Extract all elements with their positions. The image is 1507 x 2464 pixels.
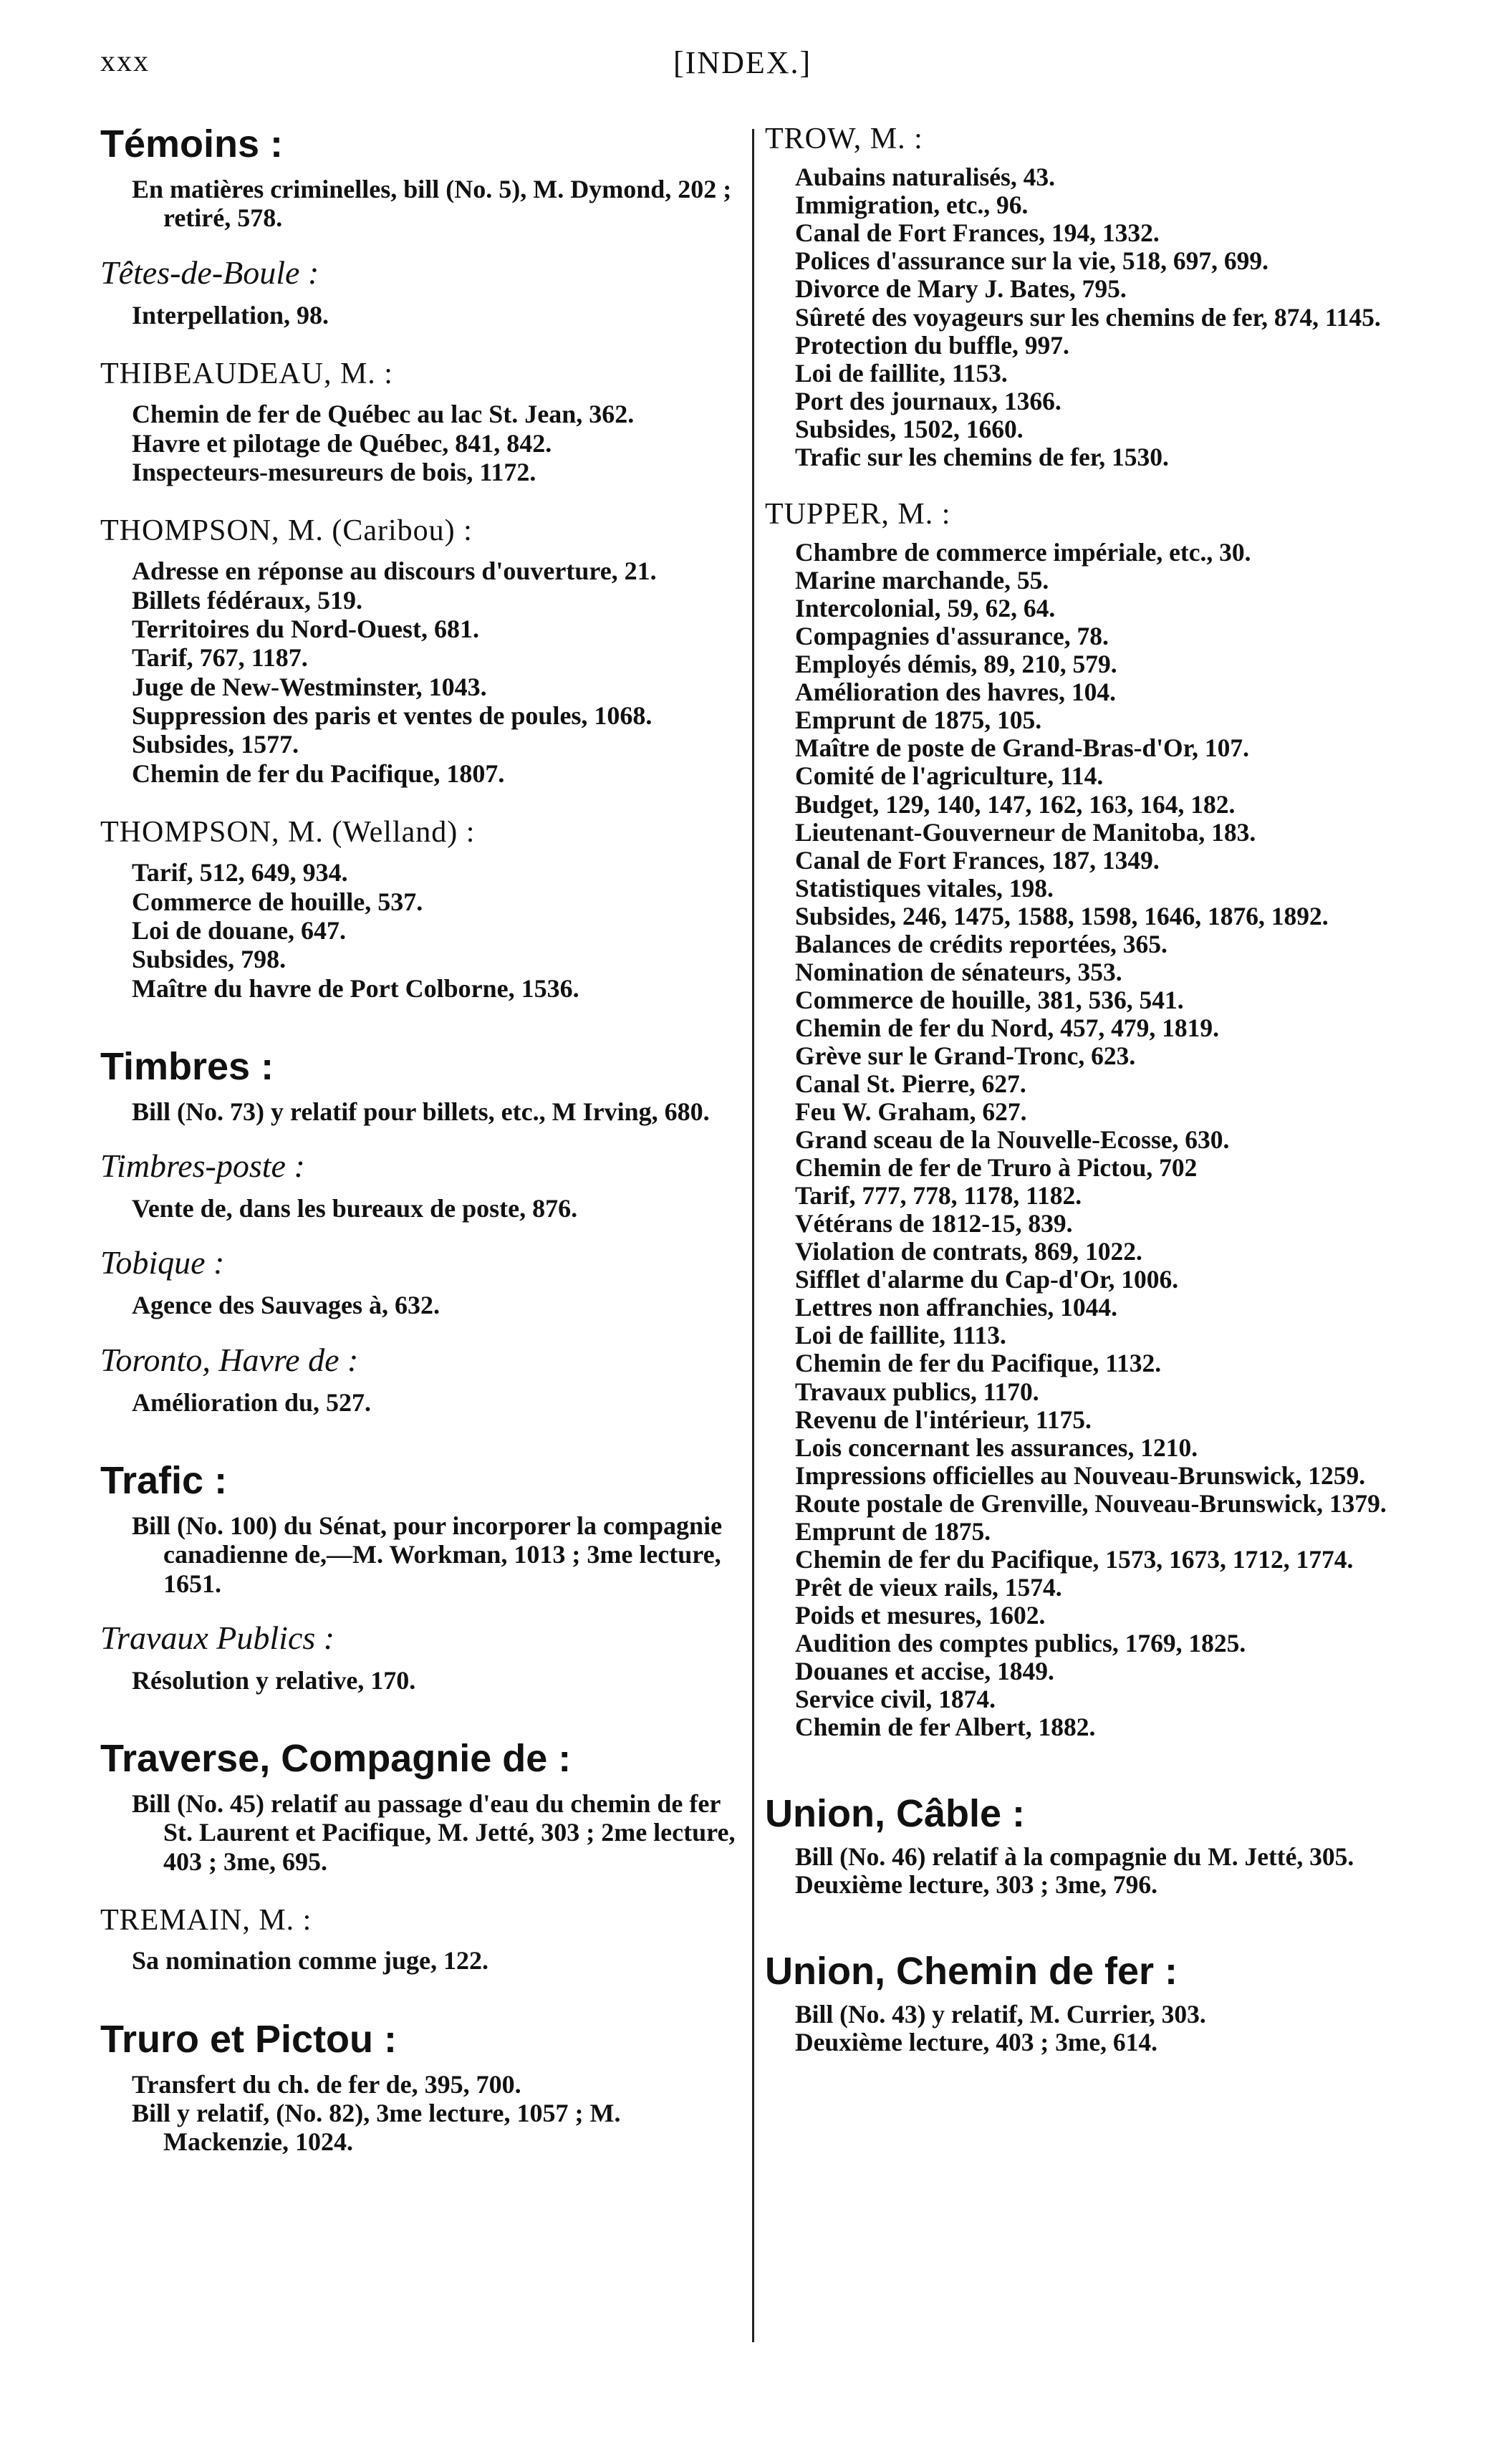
index-entry: Vétérans de 1812-15, 839. <box>795 1209 1073 1238</box>
index-entry: Revenu de l'intérieur, 1175. <box>795 1405 1092 1434</box>
index-entry: Inspecteurs-mesureurs de bois, 1172. <box>132 457 536 486</box>
index-heading: Timbres : <box>100 1044 274 1088</box>
index-entry: Divorce de Mary J. Bates, 795. <box>795 274 1127 304</box>
page-title: [INDEX.] <box>673 45 812 80</box>
index-section <box>100 1620 745 1695</box>
index-entry: Budget, 129, 140, 147, 162, 163, 164, 182. <box>795 789 1236 819</box>
index-entry-list <box>765 1843 1410 1899</box>
index-entry: Amélioration du, 527. <box>132 1387 372 1417</box>
index-entry: Territoires du Nord-Ouest, 681. <box>132 615 479 644</box>
index-heading: Témoins : <box>100 122 284 165</box>
index-entry: Bill (No. 45) relatif au passage d'eau du chemin de fer St. Laurent et Pacifique, M. Jetté, 303 ; 2me lecture, 403 ; 3me, 695. <box>132 1789 736 1876</box>
index-entry: Prêt de vieux rails, 1574. <box>795 1572 1062 1602</box>
index-entry: Statistiques vitales, 198. <box>795 873 1054 903</box>
index-section <box>100 1342 745 1417</box>
index-entry: En matières criminelles, bill (No. 5), M. Dymond, 202 ; retiré, 578. <box>132 175 732 233</box>
index-entry: Sa nomination comme juge, 122. <box>132 1946 488 1975</box>
index-entry-list <box>100 1789 745 1876</box>
index-entry: Immigration, etc., 96. <box>795 191 1029 220</box>
index-entry: Chemin de fer de Truro à Pictou, 702 <box>795 1153 1198 1183</box>
index-entry: Chambre de commerce impériale, etc., 30. <box>795 538 1251 567</box>
index-entry: Grand sceau de la Nouvelle-Ecosse, 630. <box>795 1125 1230 1155</box>
index-heading: Toronto, Havre de : <box>100 1341 359 1378</box>
index-entry: Emprunt de 1875, 105. <box>795 706 1042 735</box>
index-section <box>765 1949 1410 2056</box>
index-heading: Têtes-de-Boule : <box>100 254 319 291</box>
index-entry: Subsides, 246, 1475, 1588, 1598, 1646, 1876, 1892. <box>795 901 1329 930</box>
index-entry: Lieutenant-Gouverneur de Manitoba, 183. <box>795 817 1256 847</box>
index-entry: Bill (No. 43) y relatif, M. Currier, 303. <box>795 2000 1206 2029</box>
index-section <box>100 357 745 486</box>
index-entry: Bill (No. 100) du Sénat, pour incorporer la compagnie canadienne de,—M. Workman, 1013 ; 3me lecture, 1651. <box>132 1511 723 1598</box>
index-entry-list <box>765 2001 1410 2056</box>
index-entry: Grève sur le Grand-Tronc, 623. <box>795 1041 1136 1070</box>
index-entry: Protection du buffle, 997. <box>795 330 1069 360</box>
index-entry: Polices d'assurance sur la vie, 518, 697, 699. <box>795 246 1269 276</box>
index-entry: Feu W. Graham, 627. <box>795 1097 1027 1127</box>
index-entry-list <box>100 1946 745 1975</box>
index-entry: Chemin de fer du Pacifique, 1807. <box>132 759 505 788</box>
index-entry: Bill (No. 46) relatif à la compagnie du M. Jetté, 305. <box>795 1842 1354 1872</box>
index-heading: THOMPSON, M. (Caribou) : <box>100 514 473 548</box>
index-section <box>100 514 745 788</box>
index-entry: Audition des comptes publics, 1769, 1825. <box>795 1628 1246 1657</box>
index-entry: Canal de Fort Frances, 194, 1332. <box>795 218 1160 248</box>
index-entry: Chemin de fer de Québec au lac St. Jean, 362. <box>132 400 635 429</box>
index-entry: Poids et mesures, 1602. <box>795 1600 1046 1630</box>
index-entry-list <box>100 2070 745 2157</box>
index-entry: Compagnies d'assurance, 78. <box>795 622 1109 651</box>
index-entry: Tarif, 777, 778, 1178, 1182. <box>795 1181 1082 1211</box>
index-entry: Deuxième lecture, 303 ; 3me, 796. <box>795 1870 1158 1900</box>
index-section <box>765 122 1410 471</box>
index-entry: Nomination de sénateurs, 353. <box>795 957 1122 986</box>
index-heading: THIBEAUDEAU, M. : <box>100 357 393 390</box>
index-section <box>100 1244 745 1319</box>
index-entry: Interpellation, 98. <box>132 300 329 329</box>
index-entry: Route postale de Grenville, Nouveau-Brunswick, 1379. <box>795 1488 1387 1518</box>
index-entry: Deuxième lecture, 403 ; 3me, 614. <box>795 2028 1158 2057</box>
index-entry: Impressions officielles au Nouveau-Brunswick, 1259. <box>795 1460 1366 1490</box>
index-entry-list <box>100 858 745 1003</box>
index-section <box>100 815 745 1003</box>
index-entry-list <box>100 1291 745 1319</box>
index-entry-list <box>100 175 745 233</box>
index-entry: Canal de Fort Frances, 187, 1349. <box>795 845 1160 875</box>
index-entry: Subsides, 1577. <box>132 730 299 759</box>
index-section <box>100 122 745 233</box>
index-entry-list <box>100 400 745 486</box>
index-entry-list <box>100 1388 745 1417</box>
index-entry: Subsides, 1502, 1660. <box>795 414 1024 443</box>
page-number: xxx <box>100 45 150 78</box>
index-entry: Chemin de fer du Pacifique, 1573, 1673, 1712, 1774. <box>795 1544 1354 1574</box>
index-column-right <box>765 122 1410 2057</box>
index-heading: Trafic : <box>100 1458 228 1502</box>
index-entry: Amélioration des havres, 104. <box>795 678 1116 707</box>
index-entry-list <box>100 1511 745 1598</box>
column-divider <box>752 129 754 2342</box>
index-entry: Commerce de houille, 381, 536, 541. <box>795 985 1184 1014</box>
index-section <box>765 497 1410 1741</box>
page-header <box>100 44 1418 95</box>
index-section <box>100 2017 745 2157</box>
index-entry: Lettres non affranchies, 1044. <box>795 1293 1117 1322</box>
index-entry: Service civil, 1874. <box>795 1685 996 1714</box>
index-entry: Transfert du ch. de fer de, 395, 700. <box>132 2069 521 2099</box>
index-entry: Agence des Sauvages à, 632. <box>132 1291 440 1320</box>
index-heading: Timbres-poste : <box>100 1147 305 1185</box>
index-heading: THOMPSON, M. (Welland) : <box>100 815 476 849</box>
index-entry: Tarif, 512, 649, 934. <box>132 858 348 887</box>
index-entry: Chemin de fer du Nord, 457, 479, 1819. <box>795 1013 1220 1042</box>
index-entry: Vente de, dans les bureaux de poste, 876. <box>132 1194 578 1223</box>
index-column-left <box>100 122 745 2157</box>
index-entry: Emprunt de 1875. <box>795 1516 991 1546</box>
index-section <box>765 1791 1410 1899</box>
index-section <box>100 1044 745 1126</box>
index-section <box>100 1736 745 1876</box>
index-entry: Bill (No. 73) y relatif pour billets, etc., M Irving, 680. <box>132 1097 710 1126</box>
index-entry: Port des journaux, 1366. <box>795 386 1061 415</box>
index-section <box>100 1903 745 1975</box>
index-entry: Employés démis, 89, 210, 579. <box>795 650 1117 679</box>
index-entry: Tarif, 767, 1187. <box>132 643 308 673</box>
index-heading: Union, Chemin de fer : <box>765 1950 1178 1993</box>
index-heading: TUPPER, M. : <box>765 497 951 531</box>
index-entry: Adresse en réponse au discours d'ouverture, 21. <box>132 557 657 586</box>
index-heading: Tobique : <box>100 1244 225 1281</box>
index-entry: Bill y relatif, (No. 82), 3me lecture, 1057 ; M. Mackenzie, 1024. <box>132 2099 621 2157</box>
index-entry: Balances de crédits reportées, 365. <box>795 929 1167 958</box>
index-entry: Chemin de fer du Pacifique, 1132. <box>795 1349 1162 1378</box>
index-entry: Trafic sur les chemins de fer, 1530. <box>795 442 1169 471</box>
index-entry: Lois concernant les assurances, 1210. <box>795 1433 1198 1462</box>
index-entry: Aubains naturalisés, 43. <box>795 163 1055 192</box>
index-heading: Truro et Pictou : <box>100 2017 398 2061</box>
index-section <box>100 1147 745 1223</box>
index-entry: Résolution y relative, 170. <box>132 1665 416 1695</box>
index-heading: Traverse, Compagnie de : <box>100 1737 572 1781</box>
index-entry: Comité de l'agriculture, 114. <box>795 761 1104 791</box>
index-entry: Marine marchande, 55. <box>795 566 1049 595</box>
index-heading: Travaux Publics : <box>100 1619 335 1656</box>
index-entry: Sûreté des voyageurs sur les chemins de fer, 874, 1145. <box>795 302 1381 332</box>
index-entry: Loi de douane, 647. <box>132 915 347 945</box>
index-entry: Intercolonial, 59, 62, 64. <box>795 594 1056 623</box>
index-entry: Billets fédéraux, 519. <box>132 585 362 615</box>
index-entry: Commerce de houille, 537. <box>132 887 423 916</box>
index-entry: Maître de poste de Grand-Bras-d'Or, 107. <box>795 733 1250 763</box>
index-entry: Sifflet d'alarme du Cap-d'Or, 1006. <box>795 1265 1179 1294</box>
index-entry-list <box>100 1194 745 1223</box>
index-heading: TROW, M. : <box>765 122 923 155</box>
index-entry: Subsides, 798. <box>132 945 287 974</box>
index-heading: Union, Câble : <box>765 1792 1025 1836</box>
index-entry: Maître du havre de Port Colborne, 1536. <box>132 973 579 1003</box>
index-entry: Canal St. Pierre, 627. <box>795 1069 1026 1098</box>
index-entry: Chemin de fer Albert, 1882. <box>795 1713 1096 1742</box>
index-section <box>100 254 745 329</box>
index-entry-list <box>765 163 1410 471</box>
index-entry-list <box>100 557 745 788</box>
index-entry: Juge de New-Westminster, 1043. <box>132 672 487 701</box>
index-entry: Loi de faillite, 1153. <box>795 358 1008 388</box>
index-entry: Travaux publics, 1170. <box>795 1377 1039 1406</box>
index-entry: Violation de contrats, 869, 1022. <box>795 1237 1142 1266</box>
index-entry-list <box>765 539 1410 1741</box>
index-entry: Douanes et accise, 1849. <box>795 1656 1054 1685</box>
index-heading: TREMAIN, M. : <box>100 1904 312 1938</box>
index-entry: Suppression des paris et ventes de poules, 1068. <box>132 701 653 731</box>
index-entry: Loi de faillite, 1113. <box>795 1321 1006 1350</box>
index-entry-list <box>100 1666 745 1695</box>
index-entry-list <box>100 1097 745 1126</box>
index-entry-list <box>100 301 745 329</box>
index-entry: Havre et pilotage de Québec, 841, 842. <box>132 428 552 458</box>
index-section <box>100 1458 745 1598</box>
